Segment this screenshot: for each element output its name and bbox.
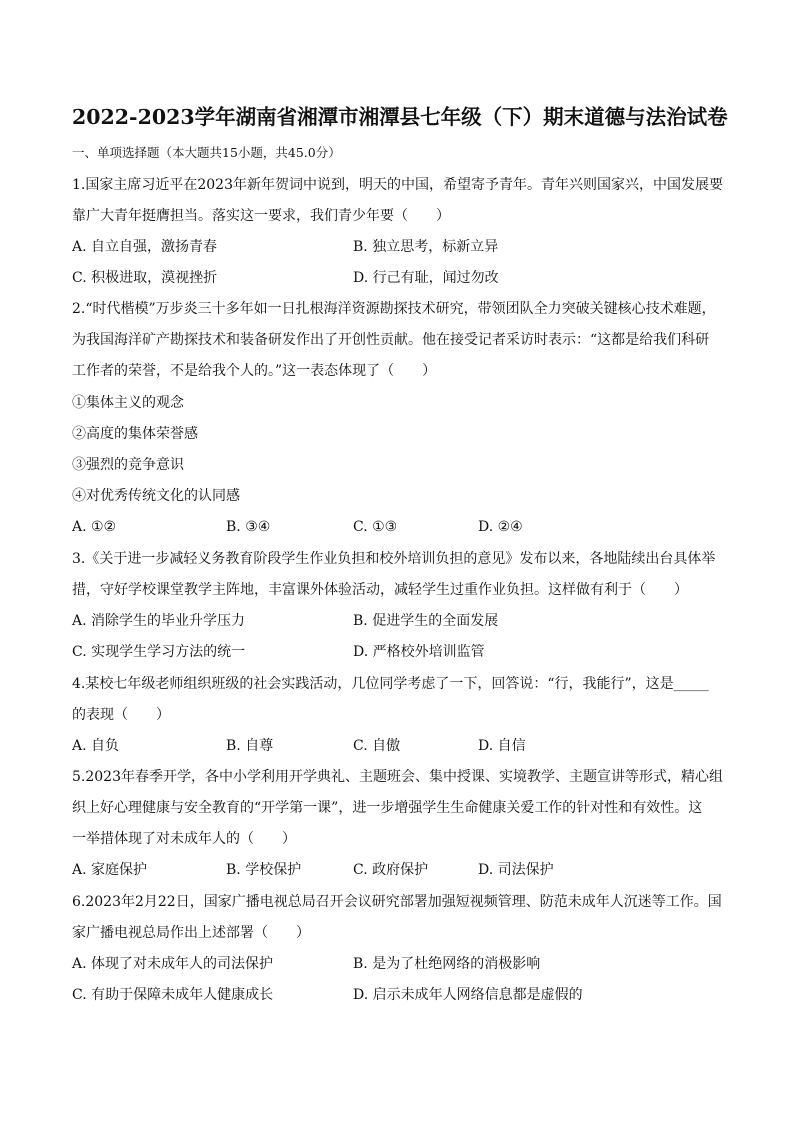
question-4-option-c: C. 自傲 [353, 738, 401, 754]
question-2-option-d: D. ②④ [478, 519, 523, 535]
question-1-line-1: 1.国家主席习近平在2023年新年贺词中说到，明天的中国，希望寄予青年。青年兴则国家兴，中国发展要 [72, 177, 723, 193]
question-4-option-b: B. 自尊 [226, 738, 274, 754]
question-6-option-d: D. 启示未成年人网络信息都是虚假的 [353, 987, 583, 1003]
question-6-line-1: 6.2023年2月22日，国家广播电视总局召开会议研究部署加强短视频管理、防范未成年人沉迷等工作。国 [72, 894, 722, 910]
question-1-line-2: 靠广大青年挺膺担当。落实这一要求，我们青少年要（ ） [72, 208, 450, 224]
question-5-line-2: 织上好心理健康与安全教育的“开学第一课”，进一步增强学生生命健康关爱工作的针对性和有效性。这 [72, 800, 703, 816]
question-3-option-d: D. 严格校外培训监管 [353, 644, 485, 660]
question-6-option-c: C. 有助于保障未成年人健康成长 [72, 987, 274, 1003]
question-3-option-c: C. 实现学生学习方法的统一 [72, 644, 246, 660]
question-2-option-b: B. ③④ [226, 519, 271, 535]
section-heading: 一、单项选择题（本大题共15小题，共45.0分） [72, 145, 341, 160]
question-5-option-a: A. 家庭保护 [72, 862, 148, 878]
exam-title: 2022-2023学年湖南省湘潭市湘潭县七年级（下）期末道德与法治试卷 [72, 105, 728, 129]
question-1-option-a: A. 自立自强，激扬青春 [72, 239, 218, 255]
question-4-option-d: D. 自信 [478, 738, 526, 754]
question-2-statement-4: ④对优秀传统文化的认同感 [72, 488, 240, 504]
question-2-statement-3: ③强烈的竞争意识 [72, 457, 184, 473]
question-3-line-1: 3.《关于进一步减轻义务教育阶段学生作业负担和校外培训负担的意见》发布以来，各地陆续出台具体举 [72, 551, 716, 567]
question-2-line-2: 为我国海洋矿产勘探技术和装备研发作出了开创性贡献。他在接受记者采访时表示：“这都是给我们科研 [72, 332, 710, 348]
question-1-option-c: C. 积极进取，漠视挫折 [72, 270, 218, 286]
question-1-option-b: B. 独立思考，标新立异 [353, 239, 499, 255]
question-5-option-c: C. 政府保护 [353, 862, 429, 878]
question-2-statement-2: ②高度的集体荣誉感 [72, 426, 198, 442]
question-2-line-3: 工作者的荣誉，不是给我个人的。”这一表态体现了（ ） [72, 363, 437, 379]
question-6-line-2: 家广播电视总局作出上述部署（ ） [72, 925, 310, 941]
question-6-option-a: A. 体现了对未成年人的司法保护 [72, 956, 274, 972]
question-5-option-d: D. 司法保护 [478, 862, 554, 878]
question-2-line-1: 2.“时代楷模”万步炎三十多年如一日扎根海洋资源勘探技术研究，带领团队全力突破关键核心技术难题， [72, 301, 716, 317]
question-5-line-3: 一举措体现了对未成年人的（ ） [72, 831, 296, 847]
question-3-line-2: 措，守好学校课堂教学主阵地，丰富课外体验活动，减轻学生过重作业负担。这样做有利于（ ） [72, 582, 688, 598]
question-2-statement-1: ①集体主义的观念 [72, 395, 184, 411]
question-3-option-b: B. 促进学生的全面发展 [353, 613, 499, 629]
question-6-option-b: B. 是为了杜绝网络的消极影响 [353, 956, 541, 972]
question-4-line-1: 4.某校七年级老师组织班级的社会实践活动，几位同学考虑了一下，回答说：“行，我能行”，这是_____ [72, 676, 709, 692]
question-1-option-d: D. 行己有耻，闻过勿改 [353, 270, 499, 286]
question-2-option-a: A. ①② [72, 519, 117, 535]
question-4-option-a: A. 自负 [72, 738, 120, 754]
question-3-option-a: A. 消除学生的毕业升学压力 [72, 613, 246, 629]
question-5-line-1: 5.2023年春季开学，各中小学利用开学典礼、主题班会、集中授课、实境教学、主题宣讲等形式，精心组 [72, 769, 723, 785]
question-4-line-2: 的表现（ ） [72, 707, 170, 723]
question-2-option-c: C. ①③ [353, 519, 398, 535]
question-5-option-b: B. 学校保护 [226, 862, 302, 878]
